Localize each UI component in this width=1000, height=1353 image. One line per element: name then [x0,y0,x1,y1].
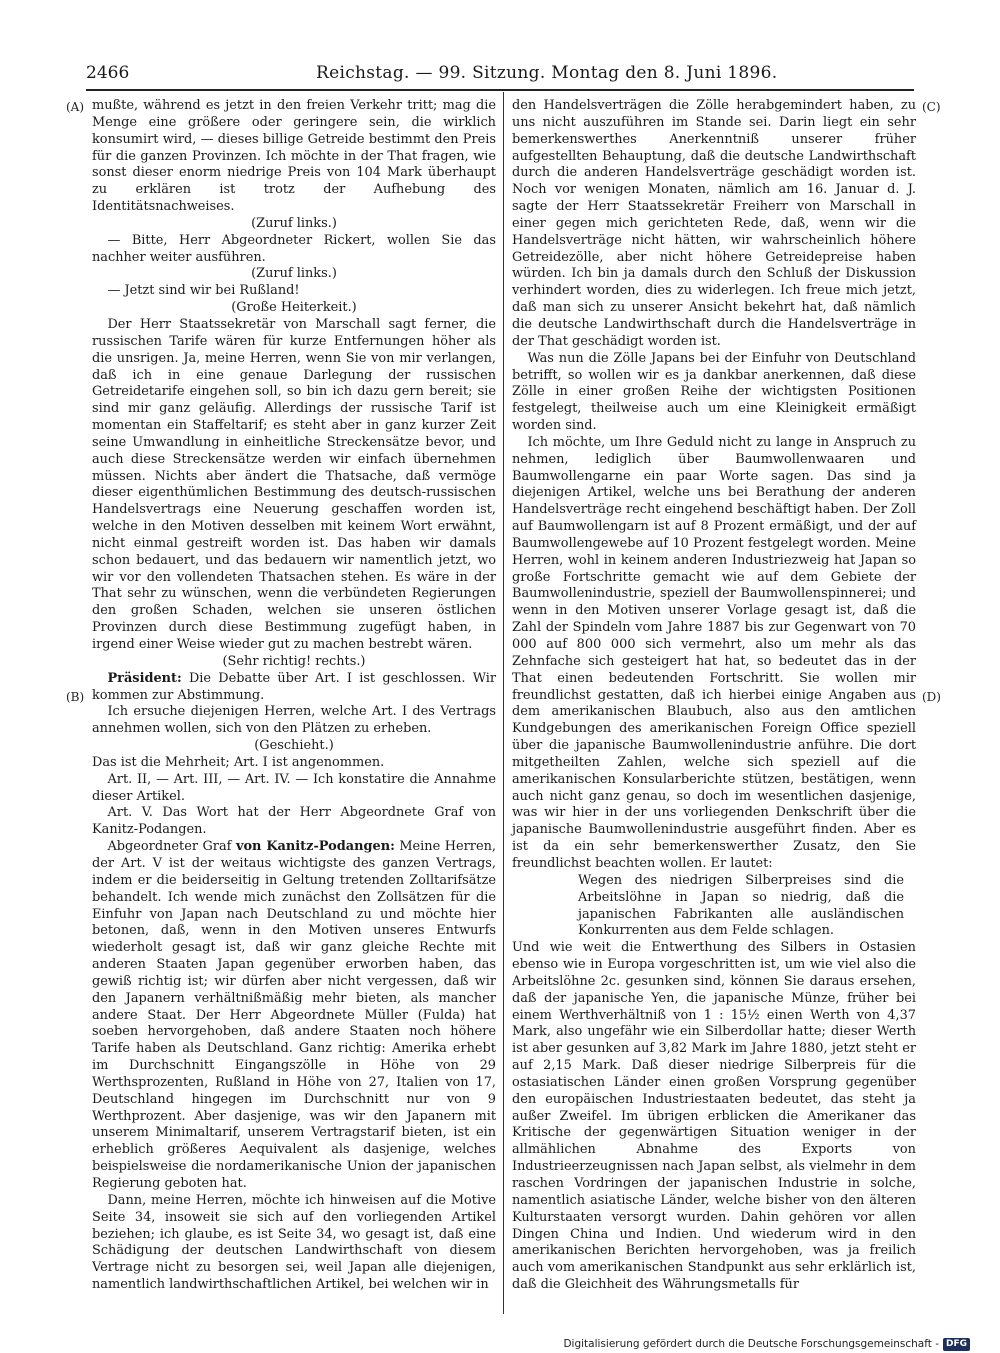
interjection: (Große Heiterkeit.) [231,300,357,316]
speaker-president: Präsident: [107,670,182,686]
paragraph: Das ist die Mehrheit; Art. I ist angenommen. [92,754,385,770]
paragraph: den Handelsverträgen die Zölle herabgemindert haben, zu uns nicht auszuführen im Stande sei. Darin liegt ein sehr bemerkenswerthes Anerkenntniß unserer früher aufgestellten Behauptung, daß die deutsche Landwirthschaft durch die anderen Handelsverträge geschädigt worden ist. Noch vor wenigen Monaten, nämlich am 16. Januar d. J. sagte der Herr Staatssekretär Freiherr von Marschall in einer gegen mich gerichteten Rede, daß, wenn wir die Handelsverträge nicht hätten, wir wahrscheinlich höhere Getreidezölle, aber nicht höhere Getreidepreise haben würden. Ich bin ja damals durch den Schluß der Diskussion verhindert worden, dies zu widerlegen. Ich freue mich jetzt, daß man sich zu unserer Ansicht bekehrt hat, daß nämlich die deutsche Landwirthschaft durch die Handelsverträge in der That geschädigt worden ist. [512,98,916,349]
column-divider [503,92,504,1314]
margin-marker-d: (D) [922,690,941,704]
running-title: Reichstag. — 99. Sitzung. Montag den 8. Juni 1896. [316,63,778,83]
interjection: (Zuruf links.) [251,266,337,282]
paragraph: — Jetzt sind wir bei Rußland! [107,283,300,299]
interjection: (Zuruf links.) [251,215,337,231]
quotation [578,873,904,940]
interjection: (Geschieht.) [254,738,334,754]
speaker-prefix: Abgeordneter Graf [107,839,236,855]
left-column [92,98,496,1294]
speech-text: Die Debatte über Art. I ist geschlossen. Wir kommen zur Abstimmung. [92,670,496,703]
paragraph: Was nun die Zölle Japans bei der Einfuhr von Deutschland betrifft, so wollen wir es ja dankbar anerkennen, daß diese Zölle in einer großen Reihe der wichtigsten Positionen festgelegt, theilweise auch um eine Kleinigkeit ermäßigt worden sind. [512,350,916,434]
paragraph: Der Herr Staatssekretär von Marschall sagt ferner, die russischen Tarife wären für kurze Entfernungen höher als die unsrigen. Ja, meine Herren, wenn Sie von mir verlangen, daß ich in eine genaue Darlegung der russischen Getreidetarife eingehen soll, so bin ich dazu gern bereit; sie sind mir ganz geläufig. Allerdings der russische Tarif ist momentan ein Staffeltarif; es steht aber in ganz kurzer Zeit seine Umwandlung in einheitliche Streckensätze bevor, und auch diese Streckensätze werden wir einfach übernehmen müssen. Nichts aber ändert die Thatsache, daß vermöge dieser eigenthümlichen Bestimmung des deutsch-russischen Handelsvertrags eine Neuerung geschaffen worden ist, welche in den Motiven desselben mit keinem Wort erwähnt, nicht einmal gestreift worden ist. Das haben wir damals schon bedauert, und das bedauern wir namentlich jetzt, wo wir vor den vollendeten Thatsachen stehen. Es wäre in der That sehr zu wünschen, wenn die verbündeten Regierungen den großen Schaden, welchen sie unseren östlichen Provinzen durch diese Bestimmung zugefügt haben, in irgend einer Weise wieder gut zu machen bestrebt wären. [92,316,496,652]
paragraph: Art. II, — Art. III, — Art. IV. — Ich konstatire die Annahme dieser Artikel. [92,771,496,804]
footer-text: Digitalisierung gefördert durch die Deutsche Forschungsgemeinschaft - [563,1338,939,1350]
page-header [86,60,914,86]
header-rule [86,89,914,91]
quotation-text: Wegen des niedrigen Silberpreises sind die Arbeitslöhne in Japan so niedrig, daß die japanischen Fabrikanten alle ausländischen Konkurrenten aus dem Felde schlagen. [578,872,904,939]
dfg-logo: DFG [943,1338,970,1351]
paragraph: Art. V. Das Wort hat der Herr Abgeordnete Graf von Kanitz-Podangen. [92,805,496,838]
margin-marker-a: (A) [66,100,85,114]
page-number: 2466 [86,63,130,83]
digitization-footer [563,1336,970,1352]
paragraph [92,671,496,705]
paragraph: Und wie weit die Entwerthung des Silbers in Ostasien ebenso wie in Europa vorgeschritten ist, um wie viel also die Arbeitslöhne 2c. gesunken sind, können Sie daraus ersehen, daß der japanische Yen, die japanische Münze, früher bei einem Werthverhältniß von 1 : 15½ einen Werth von 4,37 Mark, also ungefähr wie ein Silberdollar hatte; dieser Werth ist aber gesunken auf 3,82 Mark im Jahre 1880, jetzt steht er auf 2,15 Mark. Daß dieser niedrige Silberpreis für die ostasiatischen Länder einen großen Vorsprung gegenüber den europäischen Industriestaaten bedeutet, das steht ja außer Zweifel. Im übrigen erblicken die Amerikaner das Kritische der gegenwärtigen Situation weniger in der allmählichen Abnahme des Exports von Industrieerzeugnissen nach Japan selbst, als vielmehr in dem raschen Vordringen der japanischen Industrie in solche, namentlich asiatische Länder, welche bisher von den älteren Kulturstaaten versorgt wurden. Dahin gehören vor allen Dingen China und Indien. Und wiederum wird in den amerikanischen Berichten hervorgehoben, was ja freilich auch vom amerikanischen Standpunkt aus sehr erklärlich ist, daß die Gleichheit des Währungsmetalls für [512,940,916,1293]
interjection: (Sehr richtig! rechts.) [222,653,366,669]
paragraph: Ich möchte, um Ihre Geduld nicht zu lange in Anspruch zu nehmen, lediglich über Baumwollenwaaren und Baumwollengarne ein paar Worte sagen. Das sind ja diejenigen Artikel, welche uns bei Berathung der anderen Handelsverträge recht eingehend beschäftigt haben. Der Zoll auf Baumwollengarn ist auf 8 Prozent ermäßigt, und der auf Baumwollengewebe auf 10 Prozent festgelegt worden. Meine Herren, wohl in keinem anderen Industriezweig hat Japan so große Fortschritte gemacht wie auf dem Gebiete der Baumwollenindustrie, speziell der Baumwollenspinnerei; und wenn in den Motiven unserer Vorlage gesagt ist, daß die Zahl der Spindeln vom Jahre 1887 bis zur Gegenwart von 70 000 auf 800 000 sich vermehrt, also um mehr als das Zehnfache sich gesteigert hat hat, so bedeutet das in der That einen bedeutenden Fortschritt. Sie wollen mir freundlichst gestatten, daß ich hierbei einige Angaben aus dem amerikanischen Blaubuch, also aus den amtlichen Kundgebungen des amerikanischen Foreign Office speziell über die japanische Baumwollenindustrie anführe. Die dort mitgetheilten Zahlen, welche sich speziell auf die amerikanischen Konsularberichte stützen, bestätigen, wenn auch nicht ganz genau, so doch im wesentlichen dasjenige, was wir hier in der uns vorliegenden Denkschrift über die japanische Baumwollenindustrie ausgeführt finden. Aber es ist da ein sehr bemerkenswerther Zusatz, den Sie freundlichst beachten wollen. Er lautet: [512,434,916,871]
right-column [512,98,916,1294]
paragraph: — Bitte, Herr Abgeordneter Rickert, wollen Sie das nachher weiter ausführen. [92,232,496,265]
paragraph: Ich ersuche diejenigen Herren, welche Art. I des Vertrags annehmen wollen, sich von den Plätzen zu erheben. [92,704,496,737]
paragraph: Dann, meine Herren, möchte ich hinweisen auf die Motive Seite 34, insoweit sie sich auf den vorliegenden Artikel beziehen; ich glaube, es ist Seite 34, wo gesagt ist, daß eine Schädigung der deutschen Landwirthschaft von diesem Vertrage nicht zu besorgen sei, weil Japan alle diejenigen, namentlich landwirthschaftlichen Artikel, bei welchen wir in [92,1192,496,1293]
paragraph [92,839,496,1193]
speech-text: Meine Herren, der Art. V ist der weitaus wichtigste des ganzen Vertrags, indem er die beiderseitig in Geltung tretenden Zolltarifsätze behandelt. Ich wende mich zunächst den Zollsätzen für die Einfuhr von Japan nach Deutschland zu und möchte hier betonen, daß, wenn in den Motiven unseres Entwurfs wiederholt gesagt ist, daß wir ganz gleiche Rechte mit anderen Staaten Japan gegenüber erworben haben, das gewiß richtig ist; wir dürfen aber nicht vergessen, daß wir den Japanern verhältnißmäßig mehr bieten, als mancher andere Staat. Der Herr Abgeordnete Müller (Fulda) hat soeben hervorgehoben, daß andere Staaten noch höhere Tarife haben als Deutschland. Ganz richtig: Amerika erhebt im Durchschnitt Eingangszölle in Höhe von 29 Werthsprozenten, Rußland in Höhe von 27, Italien von 17, Deutschland hingegen im Durchschnitt nur von 9 Werthprozent. Aber dasjenige, was wir den Japanern mit unserem Minimaltarif, unserem Vertragstarif bieten, ist ein erheblich größeres Aequivalent als dasjenige, welches beispielsweise die nordamerikanische Union der japanischen Regierung geboten hat. [92,839,496,1191]
speaker-name: von Kanitz-Podangen: [235,839,395,855]
margin-marker-b: (B) [66,690,85,704]
paragraph: mußte, während es jetzt in den freien Verkehr tritt; mag die Menge eine größere oder geringere sein, die wirklich konsumirt wird, — dieses billige Getreide bestimmt den Preis für die ganzen Provinzen. Ich möchte in der That fragen, wie sonst dieser enorm niedrige Preis von 104 Mark überhaupt zu erklären ist trotz der Aufhebung des Identitätsnachweises. [92,98,496,215]
margin-marker-c: (C) [922,100,941,114]
